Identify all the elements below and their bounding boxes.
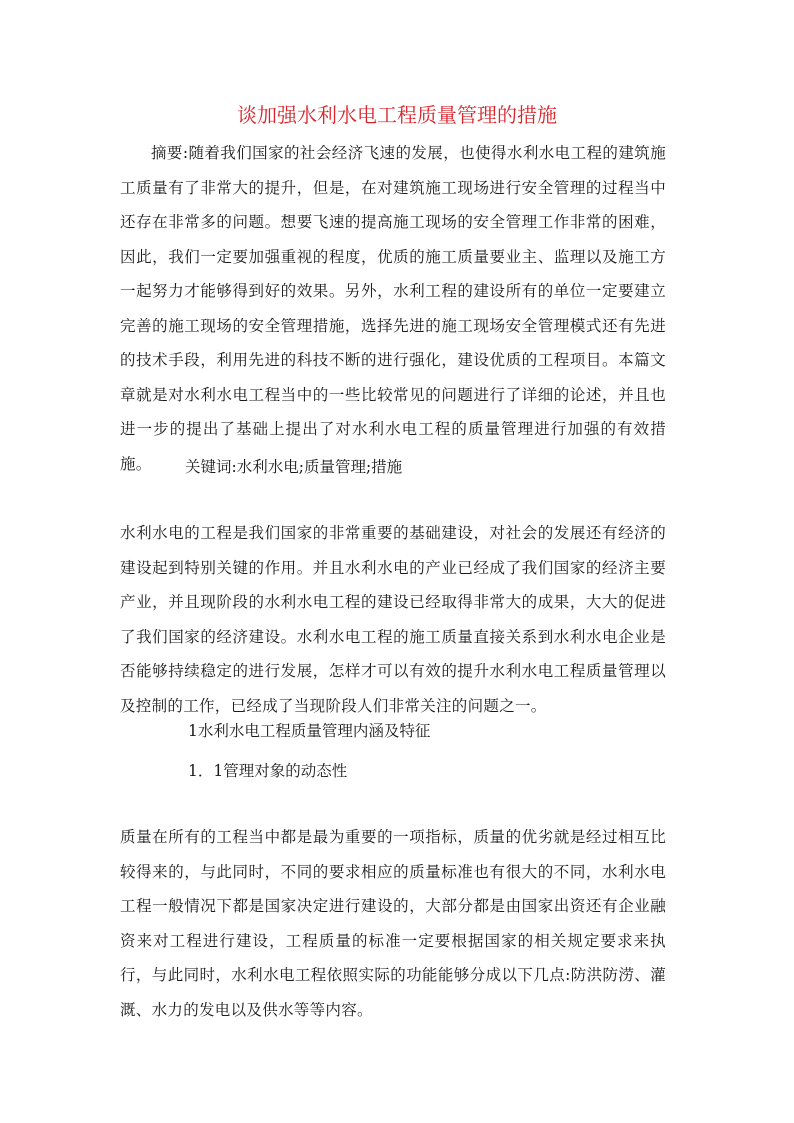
subsection-heading-1-1: 1．1管理对象的动态性 bbox=[188, 762, 348, 780]
document-title: 谈加强水利水电工程质量管理的措施 bbox=[237, 103, 557, 127]
abstract-paragraph: 摘要:随着我们国家的社会经济飞速的发展，也使得水利水电工程的建筑施工质量有了非常大的提升，但是，在对建筑施工现场进行安全管理的过程当中还存在非常多的问题。想要飞速的提高施工现场的安全管理工作非常的困难，因此，我们一定要加强重视的程度，优质的施工质量要业主、监理以及施工方一起努力才能够得到好的效果。另外，水利工程的建设所有的单位一定要建立完善的施工现场的安全管理措施，选择先进的施工现场安全管理模式还有先进的技术手段，利用先进的科技不断的进行强化，建设优质的工程项目。本篇文章就是对水利水电工程当中的一些比较常见的问题进行了详细的论述，并且也进一步的提出了基础上提出了对水利水电工程的质量管理进行加强的有效措施。 bbox=[120, 144, 666, 473]
section-body-paragraph: 质量在所有的工程当中都是最为重要的一项指标，质量的优劣就是经过相互比较得来的，与此同时，不同的要求相应的质量标准也有很大的不同，水利水电工程一般情况下都是国家决定进行建设的，大部分都是由国家出资还有企业融资来对工程进行建设，工程质量的标准一定要根据国家的相关规定要求来执行，与此同时，水利水电工程依照实际的功能能够分成以下几点:防洪防涝、灌溉、水力的发电以及供水等等内容。 bbox=[120, 828, 666, 1019]
keywords-line: 关键词:水利水电;质量管理;措施 bbox=[185, 458, 403, 476]
intro-paragraph: 水利水电的工程是我们国家的非常重要的基础建设，对社会的发展还有经济的建设起到特别关键的作用。并且水利水电的产业已经成了我们国家的经济主要产业，并且现阶段的水利水电工程的建设已经取得非常大的成果，大大的促进了我们国家的经济建设。水利水电工程的施工质量直接关系到水利水电企业是否能够持续稳定的进行发展，怎样才可以有效的提升水利水电工程质量管理以及控制的工作，已经成了当现阶段人们非常关注的问题之一。 bbox=[120, 524, 666, 715]
section-heading-1: 1水利水电工程质量管理内涵及特征 bbox=[188, 722, 431, 740]
